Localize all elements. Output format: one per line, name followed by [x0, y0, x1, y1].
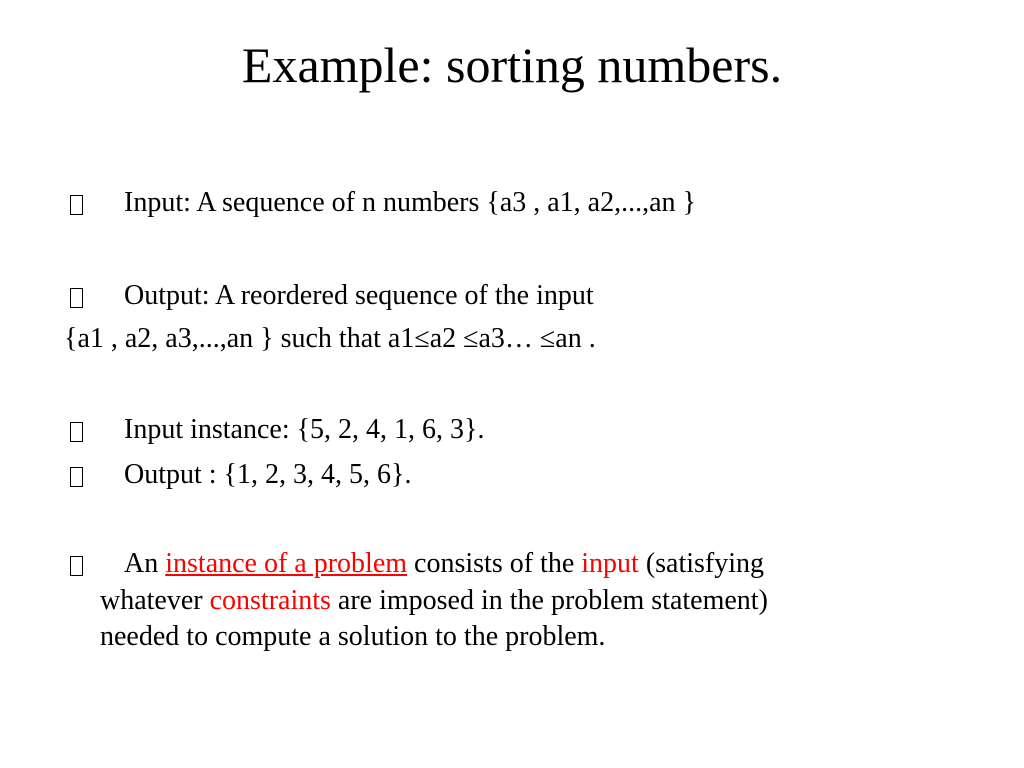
term-instance-of-a-problem: instance of a problem [165, 548, 408, 579]
bullet-box-icon [64, 418, 88, 442]
bullet-box-icon [64, 284, 88, 308]
term-input: input [581, 548, 639, 579]
bullet-input: Input: A sequence of n numbers {a3 , a1, a2,...,an } [124, 187, 696, 218]
bullet-box-icon [64, 552, 88, 576]
bullet-output-instance: Output : {1, 2, 3, 4, 5, 6}. [124, 459, 412, 490]
bullet-box-icon [64, 463, 88, 487]
definition-text: are imposed in the problem statement) [337, 585, 768, 616]
definition-text: An [124, 548, 159, 579]
definition-line-1 [124, 546, 764, 582]
definition-line-2 [100, 583, 768, 619]
definition-text: (satisfying [645, 548, 765, 579]
bullet-output: Output: A reordered sequence of the input [124, 280, 594, 311]
bullet-input-instance: Input instance: {5, 2, 4, 1, 6, 3}. [124, 414, 485, 445]
definition-text: consists of the [414, 548, 575, 579]
term-constraints: constraints [209, 585, 331, 616]
bullet-output-continuation: {a1 , a2, a3,...,an } such that a1≤a2 ≤a3… ≤an . [64, 323, 596, 354]
definition-line-3: needed to compute a solution to the problem. [100, 621, 606, 652]
definition-text: whatever [100, 585, 203, 616]
bullet-box-icon [64, 191, 88, 215]
slide-title: Example: sorting numbers. [241, 37, 783, 93]
